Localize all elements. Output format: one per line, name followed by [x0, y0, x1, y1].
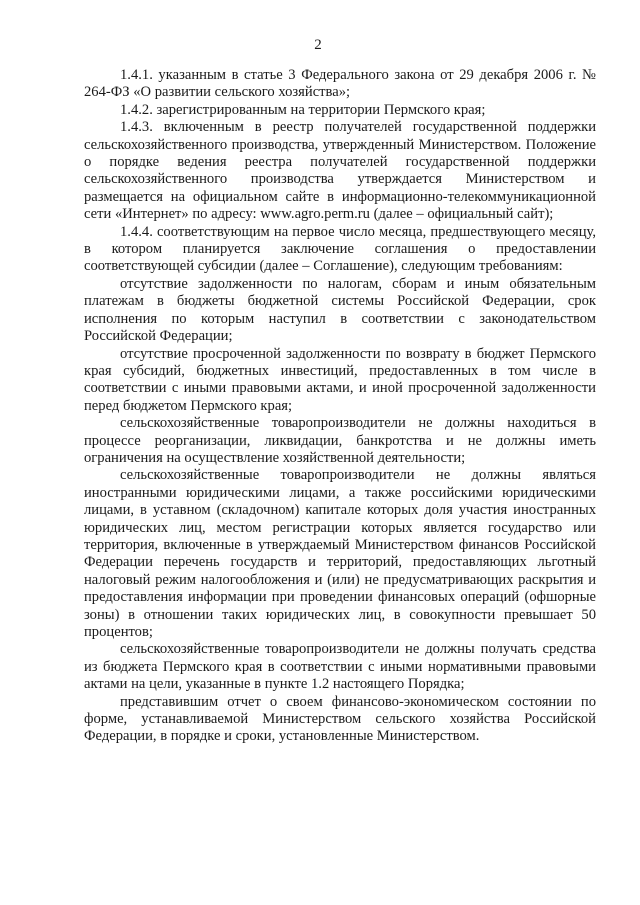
paragraph-1-4-2: 1.4.2. зарегистрированным на территории Пермского края; — [120, 101, 486, 118]
paragraph-1-4-1: 1.4.1. указанным в статье 3 Федерального закона от 29 декабря 2006 г. № 264-ФЗ «О развитии сельского хозяйства»; — [84, 67, 596, 101]
requirement-no-reorganization: сельскохозяйственные товаропроизводители не должны находиться в процессе реорганизации, ликвидации, банкротства и не должны иметь ограничения на осуществление хозяйственной деятельности; — [84, 415, 596, 466]
requirement-no-tax-debt: отсутствие задолженности по налогам, сборам и иным обязательным платежам в бюджеты бюджетной системы Российской Федерации, срок исполнения по которым наступил в соответствии с законодательством Российской Федерации; — [84, 275, 596, 345]
requirement-no-overdue-debt: отсутствие просроченной задолженности по возврату в бюджет Пермского края субсидий, бюджетных инвестиций, предоставленных в том числе в соответствии с иными правовыми актами, и иной просроченной задолженности перед бюджетом Пермского края; — [84, 345, 596, 414]
paragraph-report-submitted: представившим отчет о своем финансово-экономическом состоянии по форме, устанавливаемой Министерством сельского хозяйства Российской Федерации, в порядке и сроки, установленные Министерством. — [84, 693, 596, 745]
requirement-not-foreign: сельскохозяйственные товаропроизводители не должны являться иностранными юридическими лицами, а также российскими юридическими лицами, в уставном (складочном) капитале которых доля участия иностранных юридических лиц, местом регистрации которых является государство или территория, включенные в утверждаемый Министерством финансов Российской Федерации перечень государств и территорий, предоставляющих льготный налоговый режим налогообложения и (или) не предусматривающих раскрытия и предоставления информации при проведении финансовых операций (офшорные зоны) в отношении таких юридических лиц, в совокупности превышает 50 процентов; — [84, 467, 596, 640]
requirement-no-other-funds: сельскохозяйственные товаропроизводители не должны получать средства из бюджета Пермского края в соответствии с иными нормативными правовыми актами на цели, указанные в пункте 1.2 настоящего Порядка; — [84, 641, 596, 693]
page-number: 2 — [314, 37, 322, 53]
paragraph-1-4-4: 1.4.4. соответствующим на первое число месяца, предшествующего месяцу, в котором планируется заключение соглашения о предоставлении соответствующей субсидии (далее – Соглашение), следующим требованиям: — [84, 223, 596, 275]
paragraph-1-4-3: 1.4.3. включенным в реестр получателей государственной поддержки сельскохозяйственного производства, утвержденный Министерством. Положение о порядке ведения реестра получателей государственной поддержки сельскохозяйственного производства утверждается Министерством и размещается на официальном сайте в информационно-телекоммуникационной сети «Интернет» по адресу: www.agro.perm.ru (далее – официальный сайт); — [84, 119, 596, 223]
document-body — [84, 67, 596, 746]
